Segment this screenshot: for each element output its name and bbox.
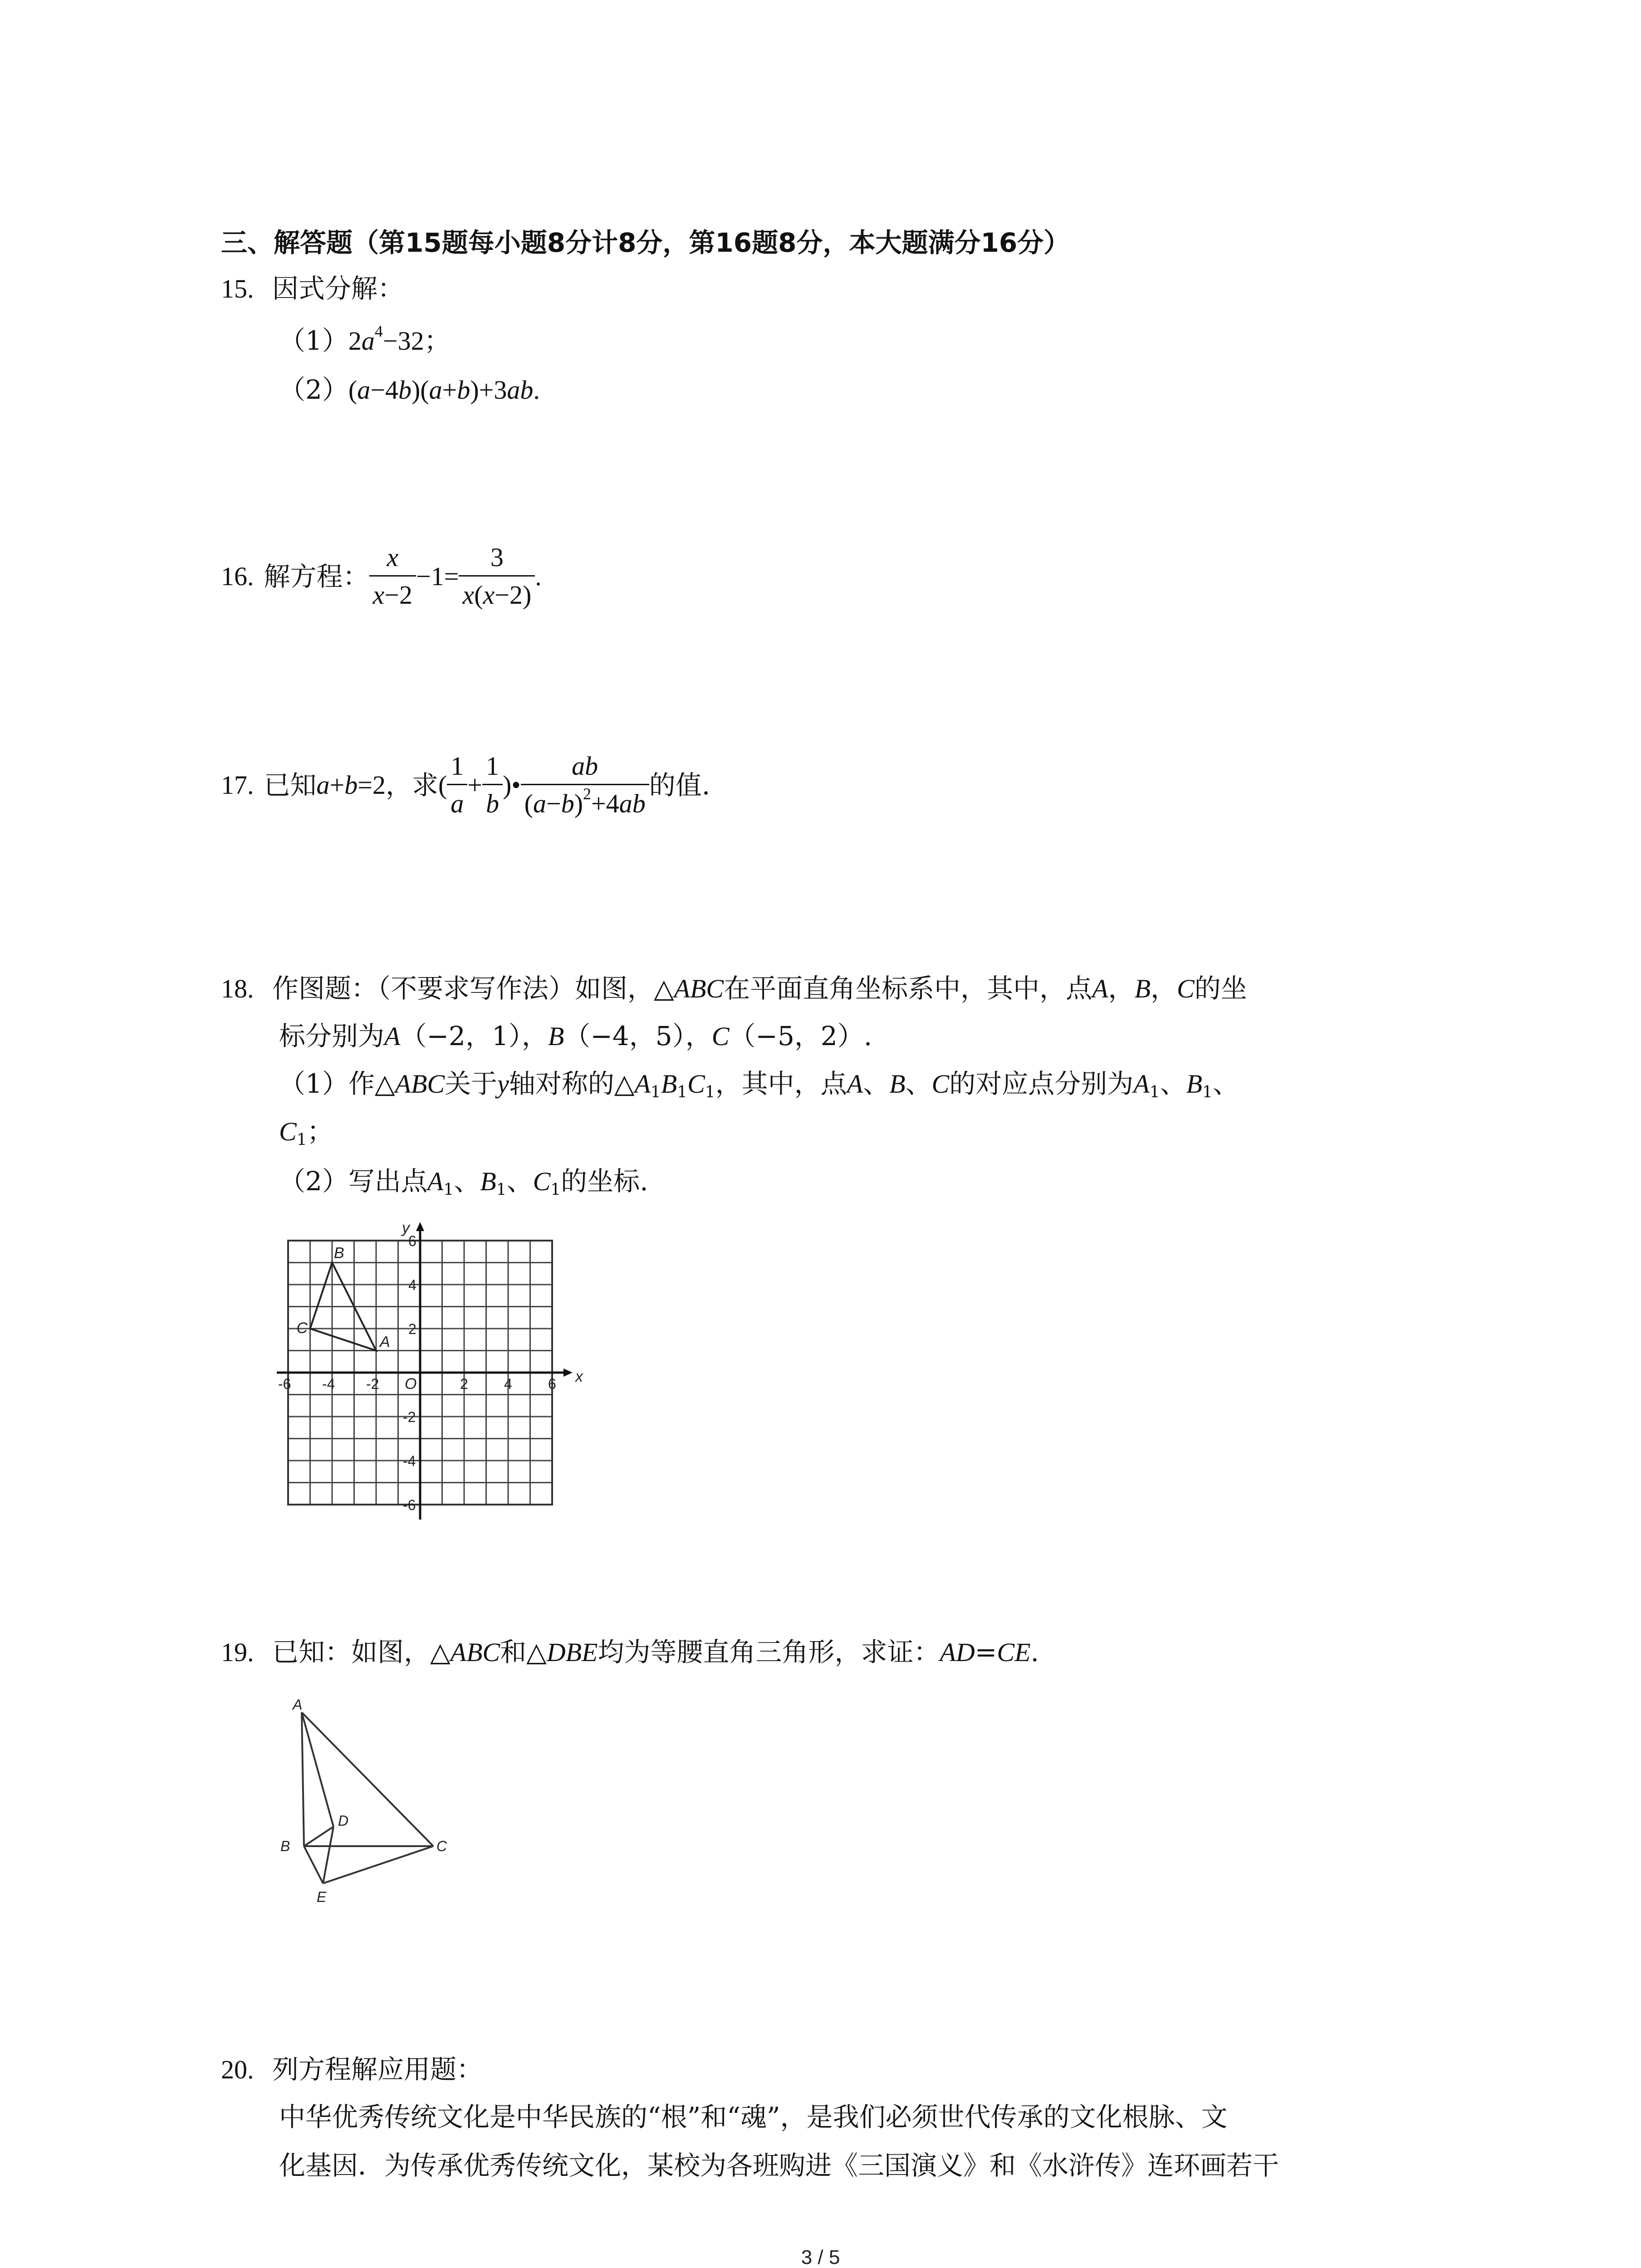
segment-ac xyxy=(302,1712,433,1846)
x-tick-label: 4 xyxy=(504,1376,512,1392)
point-label-b: B xyxy=(280,1838,290,1854)
x-tick-label: -2 xyxy=(366,1376,379,1392)
question-prompt: 因式分解： xyxy=(272,273,404,304)
x-tick-label: 2 xyxy=(460,1376,468,1392)
question-number: 15. xyxy=(221,274,254,303)
question-prompt: 已知 xyxy=(264,769,317,801)
coordinate-grid-figure xyxy=(268,1220,585,1529)
question-18-line2: 标分别为A（−2，1），B（−4，5），C（−5，2）. xyxy=(279,1021,872,1051)
equation-lhs-fraction: $\frac{x}{x-2}$ xyxy=(369,544,416,608)
section-heading: 三、解答题（第15题每小题8分计8分，第16题8分，本大题满分16分） xyxy=(221,227,1070,258)
x-tick-label: -4 xyxy=(322,1376,335,1392)
origin-label: O xyxy=(405,1375,417,1393)
segment-de xyxy=(323,1827,333,1883)
y-axis-arrow xyxy=(416,1222,424,1231)
y-tick-label: -4 xyxy=(403,1453,416,1469)
y-tick-label: 6 xyxy=(408,1233,416,1249)
segment-be xyxy=(304,1846,323,1883)
equation-rhs-fraction: $\frac{3}{x(x-2)}$ xyxy=(459,544,535,608)
question-16: 16. 解方程： $\frac{x}{x-2}$ −1= $\frac{3}{x(x-2)}$ . xyxy=(221,543,542,610)
q20-paragraph-line2: 化基因．为传承优秀传统文化，某校为各班购进《三国演义》和《水浒传》连环画若干 xyxy=(279,2150,1279,2181)
y-tick-label: 4 xyxy=(408,1277,416,1293)
q20-paragraph-line1: 中华优秀传统文化是中华民族的“根”和“魂”，是我们必须世代传承的文化根脉、文 xyxy=(279,2102,1228,2132)
question-number: 18. xyxy=(221,974,254,1003)
part-label: （2） xyxy=(279,374,348,405)
y-tick-label: -6 xyxy=(403,1497,416,1513)
triangle-figure-q19 xyxy=(272,1694,463,1916)
q15-part2: （2）(a−4b)(a+b)+3ab. xyxy=(279,374,540,405)
fraction-ab-expression: $\frac{ab}{(a-b)^2+4ab}$ xyxy=(521,753,649,817)
point-label-c: C xyxy=(296,1320,308,1337)
question-15 xyxy=(221,275,404,302)
q15-part1: $(1)2a^4-32$； xyxy=(279,322,451,356)
x-axis-label: x xyxy=(575,1368,583,1385)
segment-bd xyxy=(304,1827,333,1846)
question-number: 20. xyxy=(221,2055,254,2084)
part-label: （1） xyxy=(279,325,348,356)
y-axis-label: y xyxy=(402,1220,410,1237)
point-label-e: E xyxy=(317,1889,327,1905)
point-label-a: A xyxy=(380,1333,390,1351)
question-prompt: 解方程： xyxy=(264,561,369,592)
point-label-c: C xyxy=(436,1838,447,1854)
point-label-d: D xyxy=(338,1813,349,1829)
question-17: 17. 已知 a+b=2 ，求 ( $\frac{1}{a}$ + $\frac{1}{b}$ )• $\frac{ab}{(a-b)^2+4ab}$ 的值. xyxy=(221,751,710,818)
question-19: 19. 已知：如图，△ABC和△DBE均为等腰直角三角形，求证：AD=CE. xyxy=(221,1637,1039,1667)
x-tick-label: -6 xyxy=(278,1376,291,1392)
x-axis-arrow xyxy=(563,1369,573,1377)
fraction-1-over-b: $\frac{1}{b}$ xyxy=(482,753,503,817)
q18-part1-cont: $C_1$； xyxy=(279,1116,333,1149)
question-number: 16. xyxy=(221,561,254,591)
question-number: 19. xyxy=(221,1637,254,1667)
point-label-b: B xyxy=(334,1244,344,1262)
y-tick-label: 2 xyxy=(408,1321,416,1337)
q18-part2: （2）写出点$A_1$、$B_1$、$C_1$的坐标. xyxy=(279,1166,648,1199)
question-20 xyxy=(221,2056,483,2083)
fraction-1-over-a: $\frac{1}{a}$ xyxy=(447,753,467,817)
segment-ab xyxy=(302,1712,304,1846)
x-tick-label: 6 xyxy=(548,1376,556,1392)
question-prompt: 列方程解应用题： xyxy=(272,2054,483,2085)
page-number: 3 / 5 xyxy=(801,2246,840,2268)
question-18-line1: 18. 作图题：（不要求写作法）如图，△ABC在平面直角坐标系中，其中，点A，B，C的坐 xyxy=(221,973,1247,1004)
point-label-a: A xyxy=(293,1696,303,1713)
segment-ec xyxy=(323,1846,433,1883)
question-number: 17. xyxy=(221,770,254,800)
y-tick-label: -2 xyxy=(403,1409,416,1425)
q18-part1: （1）作△ABC关于y轴对称的$\triangle A_1B_1C_1$，其中，点A、B、C的对应点分别为$A_1$、$B_1$、 xyxy=(279,1068,1239,1102)
